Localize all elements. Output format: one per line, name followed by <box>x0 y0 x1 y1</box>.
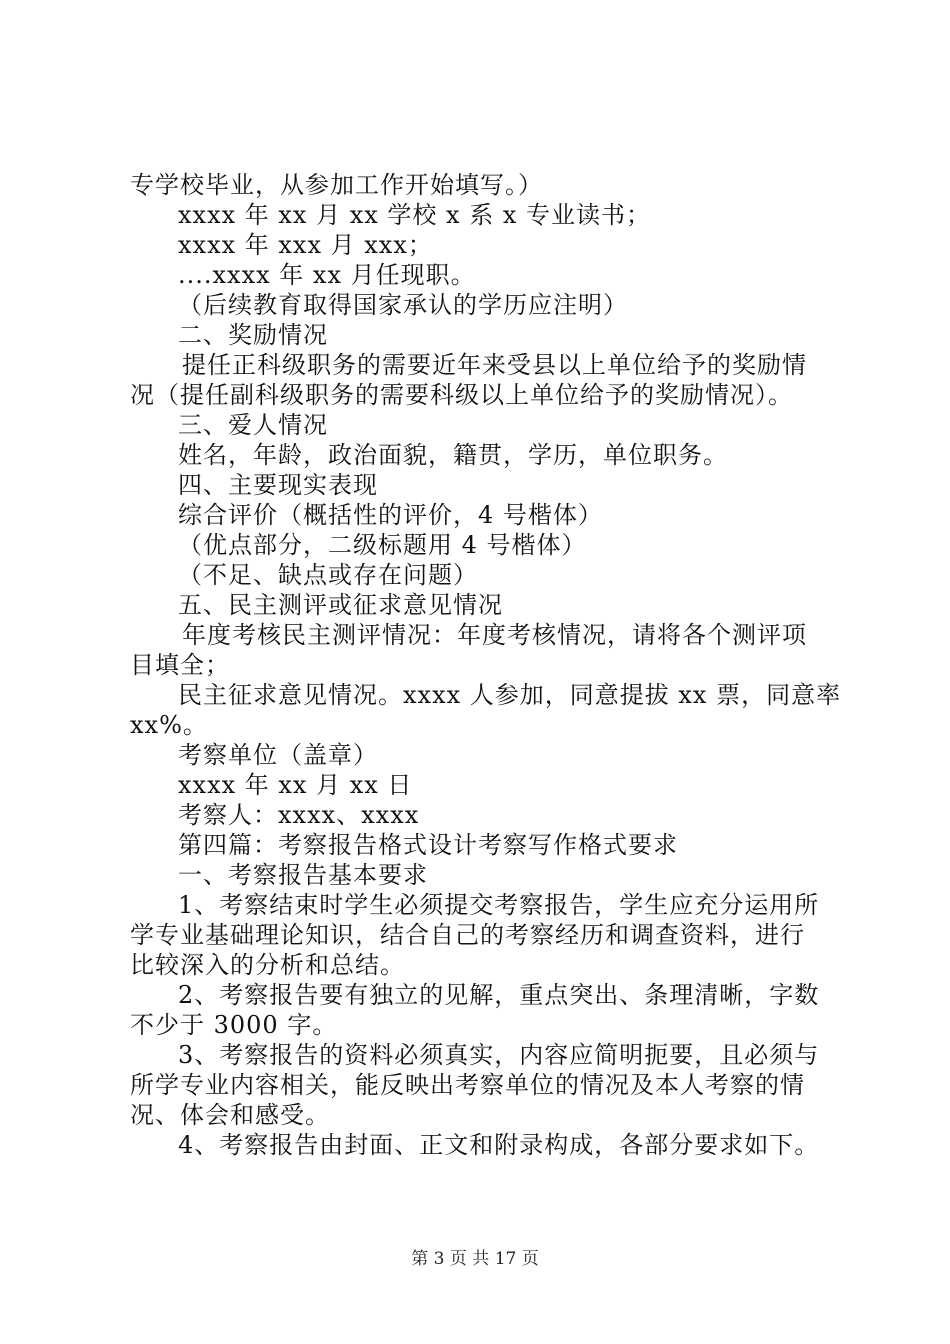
page-footer: 第 3 页 共 17 页 <box>411 1249 539 1269</box>
text-line: 2、考察报告要有独立的见解，重点突出、条理清晰，字数 <box>178 981 820 1009</box>
document-body <box>130 170 842 1160</box>
text-line: 3、考察报告的资料必须真实，内容应简明扼要，且必须与 <box>178 1041 820 1069</box>
text-line: 不少于 3000 字。 <box>130 1011 338 1039</box>
text-line: 专学校毕业，从参加工作开始填写。） <box>130 171 543 199</box>
section-heading: 一、考察报告基本要求 <box>178 861 428 889</box>
text-line: （后续教育取得国家承认的学历应注明） <box>178 291 628 319</box>
text-line: 学专业基础理论知识，结合自己的考察经历和调查资料，进行 <box>130 921 805 949</box>
section-heading: 三、爱人情况 <box>178 411 328 439</box>
text-line: 民主征求意见情况。xxxx 人参加，同意提拔 xx 票，同意率 <box>178 681 842 709</box>
text-line: 考察人：xxxx、xxxx <box>178 801 420 829</box>
text-line: ....xxxx 年 xx 月任现职。 <box>178 261 476 289</box>
section-heading: 二、奖励情况 <box>178 321 328 349</box>
text-line: 考察单位（盖章） <box>178 741 378 769</box>
text-line: 综合评价（概括性的评价，4 号楷体） <box>178 501 603 529</box>
section-heading: 四、主要现实表现 <box>178 471 378 499</box>
text-line: 况、体会和感受。 <box>130 1101 330 1129</box>
text-line: xxxx 年 xx 月 xx 学校 x 系 x 专业读书； <box>178 201 652 229</box>
text-line: xxxx 年 xxx 月 xxx； <box>178 231 433 259</box>
text-line: （优点部分，二级标题用 4 号楷体） <box>178 531 587 559</box>
text-line: 提任正科级职务的需要近年来受县以上单位给予的奖励情 <box>182 351 807 379</box>
text-line: 4、考察报告由封面、正文和附录构成，各部分要求如下。 <box>178 1131 820 1159</box>
section-heading: 五、民主测评或征求意见情况 <box>178 591 503 619</box>
text-line: 况（提任副科级职务的需要科级以上单位给予的奖励情况）。 <box>130 381 793 409</box>
text-line: xx%。 <box>130 711 208 739</box>
text-line: 目填全； <box>130 651 230 679</box>
text-line: 比较深入的分析和总结。 <box>130 951 405 979</box>
article-title: 第四篇：考察报告格式设计考察写作格式要求 <box>178 831 678 859</box>
text-line: 姓名，年龄，政治面貌，籍贯，学历，单位职务。 <box>178 441 728 469</box>
text-line: （不足、缺点或存在问题） <box>178 561 478 589</box>
text-line: 年度考核民主测评情况：年度考核情况，请将各个测评项 <box>182 621 807 649</box>
text-line: 所学专业内容相关，能反映出考察单位的情况及本人考察的情 <box>130 1071 805 1099</box>
text-line: xxxx 年 xx 月 xx 日 <box>178 771 413 799</box>
text-line: 1、考察结束时学生必须提交考察报告，学生应充分运用所 <box>178 891 820 919</box>
